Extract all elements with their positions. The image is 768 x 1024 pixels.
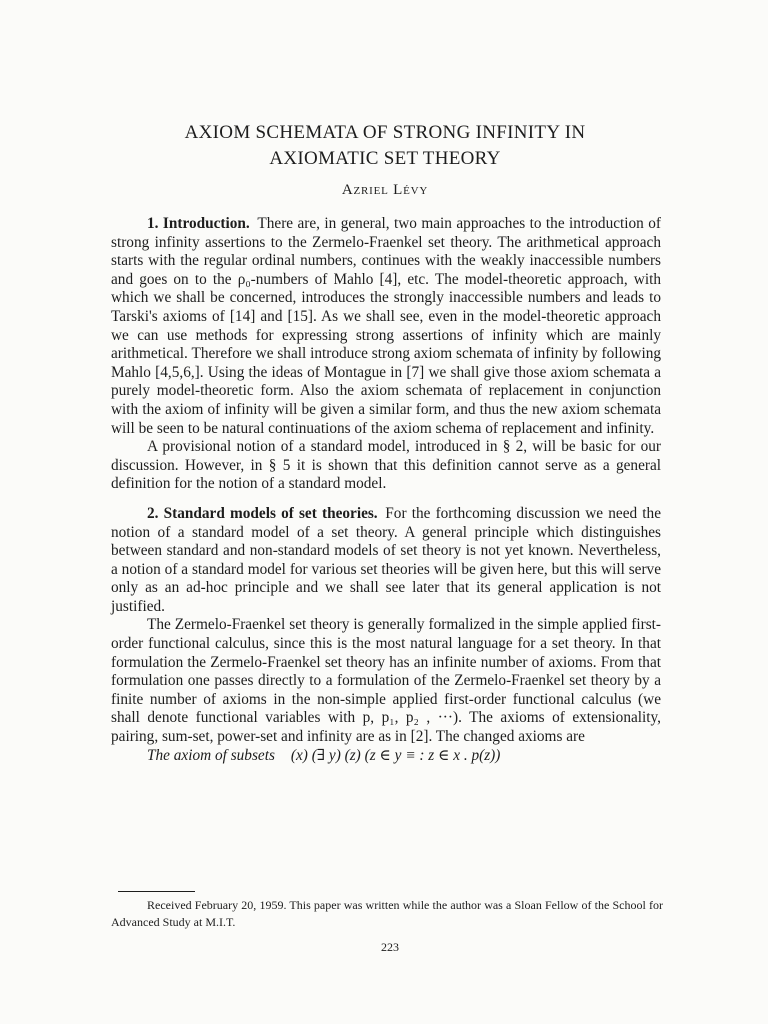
- axiom-of-subsets: [111, 747, 661, 766]
- title-line-2: AXIOMATIC SET THEORY: [269, 148, 501, 169]
- author-name: Azriel Lévy: [341, 182, 429, 198]
- axiom-label: The axiom of subsets: [147, 746, 275, 764]
- page-number: 223: [381, 940, 399, 954]
- footnote-rule: [118, 891, 195, 892]
- paper-title: [110, 120, 660, 172]
- section-2-text-1: For the forthcoming discussion we need the notion of a standard model of a set theory. A general principle which distinguishes between standard and non-standard models of set theory is not yet known. Nevertheless, a notion of a standard model for various set theories will be given here, but this will serve only as an ad-hoc principle and we shall see later that its general application is not justified.: [111, 504, 661, 615]
- section-1-text-1: There are, in general, two main approaches to the introduction of strong infinity assertions to the Zermelo-Fraenkel set theory. The arithmetical approach starts with the regular ordinal numbers, continues with the weakly inaccessible numbers and goes on to the ρ₀-numbers of Mahlo [4], etc. The model-theoretic approach, with which we shall be concerned, introduces the strongly inaccessible numbers and leads to Tarski's axioms of [14] and [15]. As we shall see, even in the model-theoretic approach we can use methods for expressing strong assertions of infinity which are mainly arithmetical. Therefore we shall introduce strong axiom schemata of infinity by following Mahlo [4,5,6,]. Using the ideas of Montague in [7] we shall give those axiom schemata a purely model-theoretic form. Also the axiom schemata of replacement in conjunction with the axiom of infinity will be given a similar form, and thus the new axiom schemata will be seen to be natural continuations of the axiom schema of replacement and infinity.: [111, 215, 661, 437]
- section-2-paragraph-1: [111, 505, 661, 617]
- footnote: [111, 897, 663, 930]
- section-2-paragraph-2: The Zermelo-Fraenkel set theory is generally formalized in the simple applied first-order functional calculus, since this is the most natural language for a set theory. In that formulation the Zermelo-Fraenkel set theory has an infinite number of axioms. From that formulation one passes directly to a formulation of the Zermelo-Fraenkel set theory by a finite number of axioms in the non-simple applied first-order functional calculus (we shall denote functional variables with p, p₁, p₂ , ···). The axioms of extensionality, pairing, sum-set, power-set and infinity are as in [2]. The changed axioms are: [111, 616, 661, 746]
- axiom-formula: (x) (∃ y) (z) (z ∈ y ≡ : z ∈ x . p(z)): [290, 746, 501, 764]
- footnote-text: Received February 20, 1959. This paper was written while the author was a Sloan Fellow of the School for Advanced Study at M.I.T.: [111, 898, 663, 929]
- paper-body: [111, 215, 661, 765]
- title-line-1: AXIOM SCHEMATA OF STRONG INFINITY IN: [184, 122, 586, 143]
- section-1-heading: 1. Introduction.: [147, 215, 250, 232]
- section-1-paragraph-1: [111, 215, 661, 438]
- section-1-paragraph-2: A provisional notion of a standard model, introduced in § 2, will be basic for our discussion. However, in § 5 it is shown that this definition cannot serve as a general definition for the notion of a standard model.: [111, 438, 661, 493]
- section-2-heading: 2. Standard models of set theories.: [147, 504, 378, 522]
